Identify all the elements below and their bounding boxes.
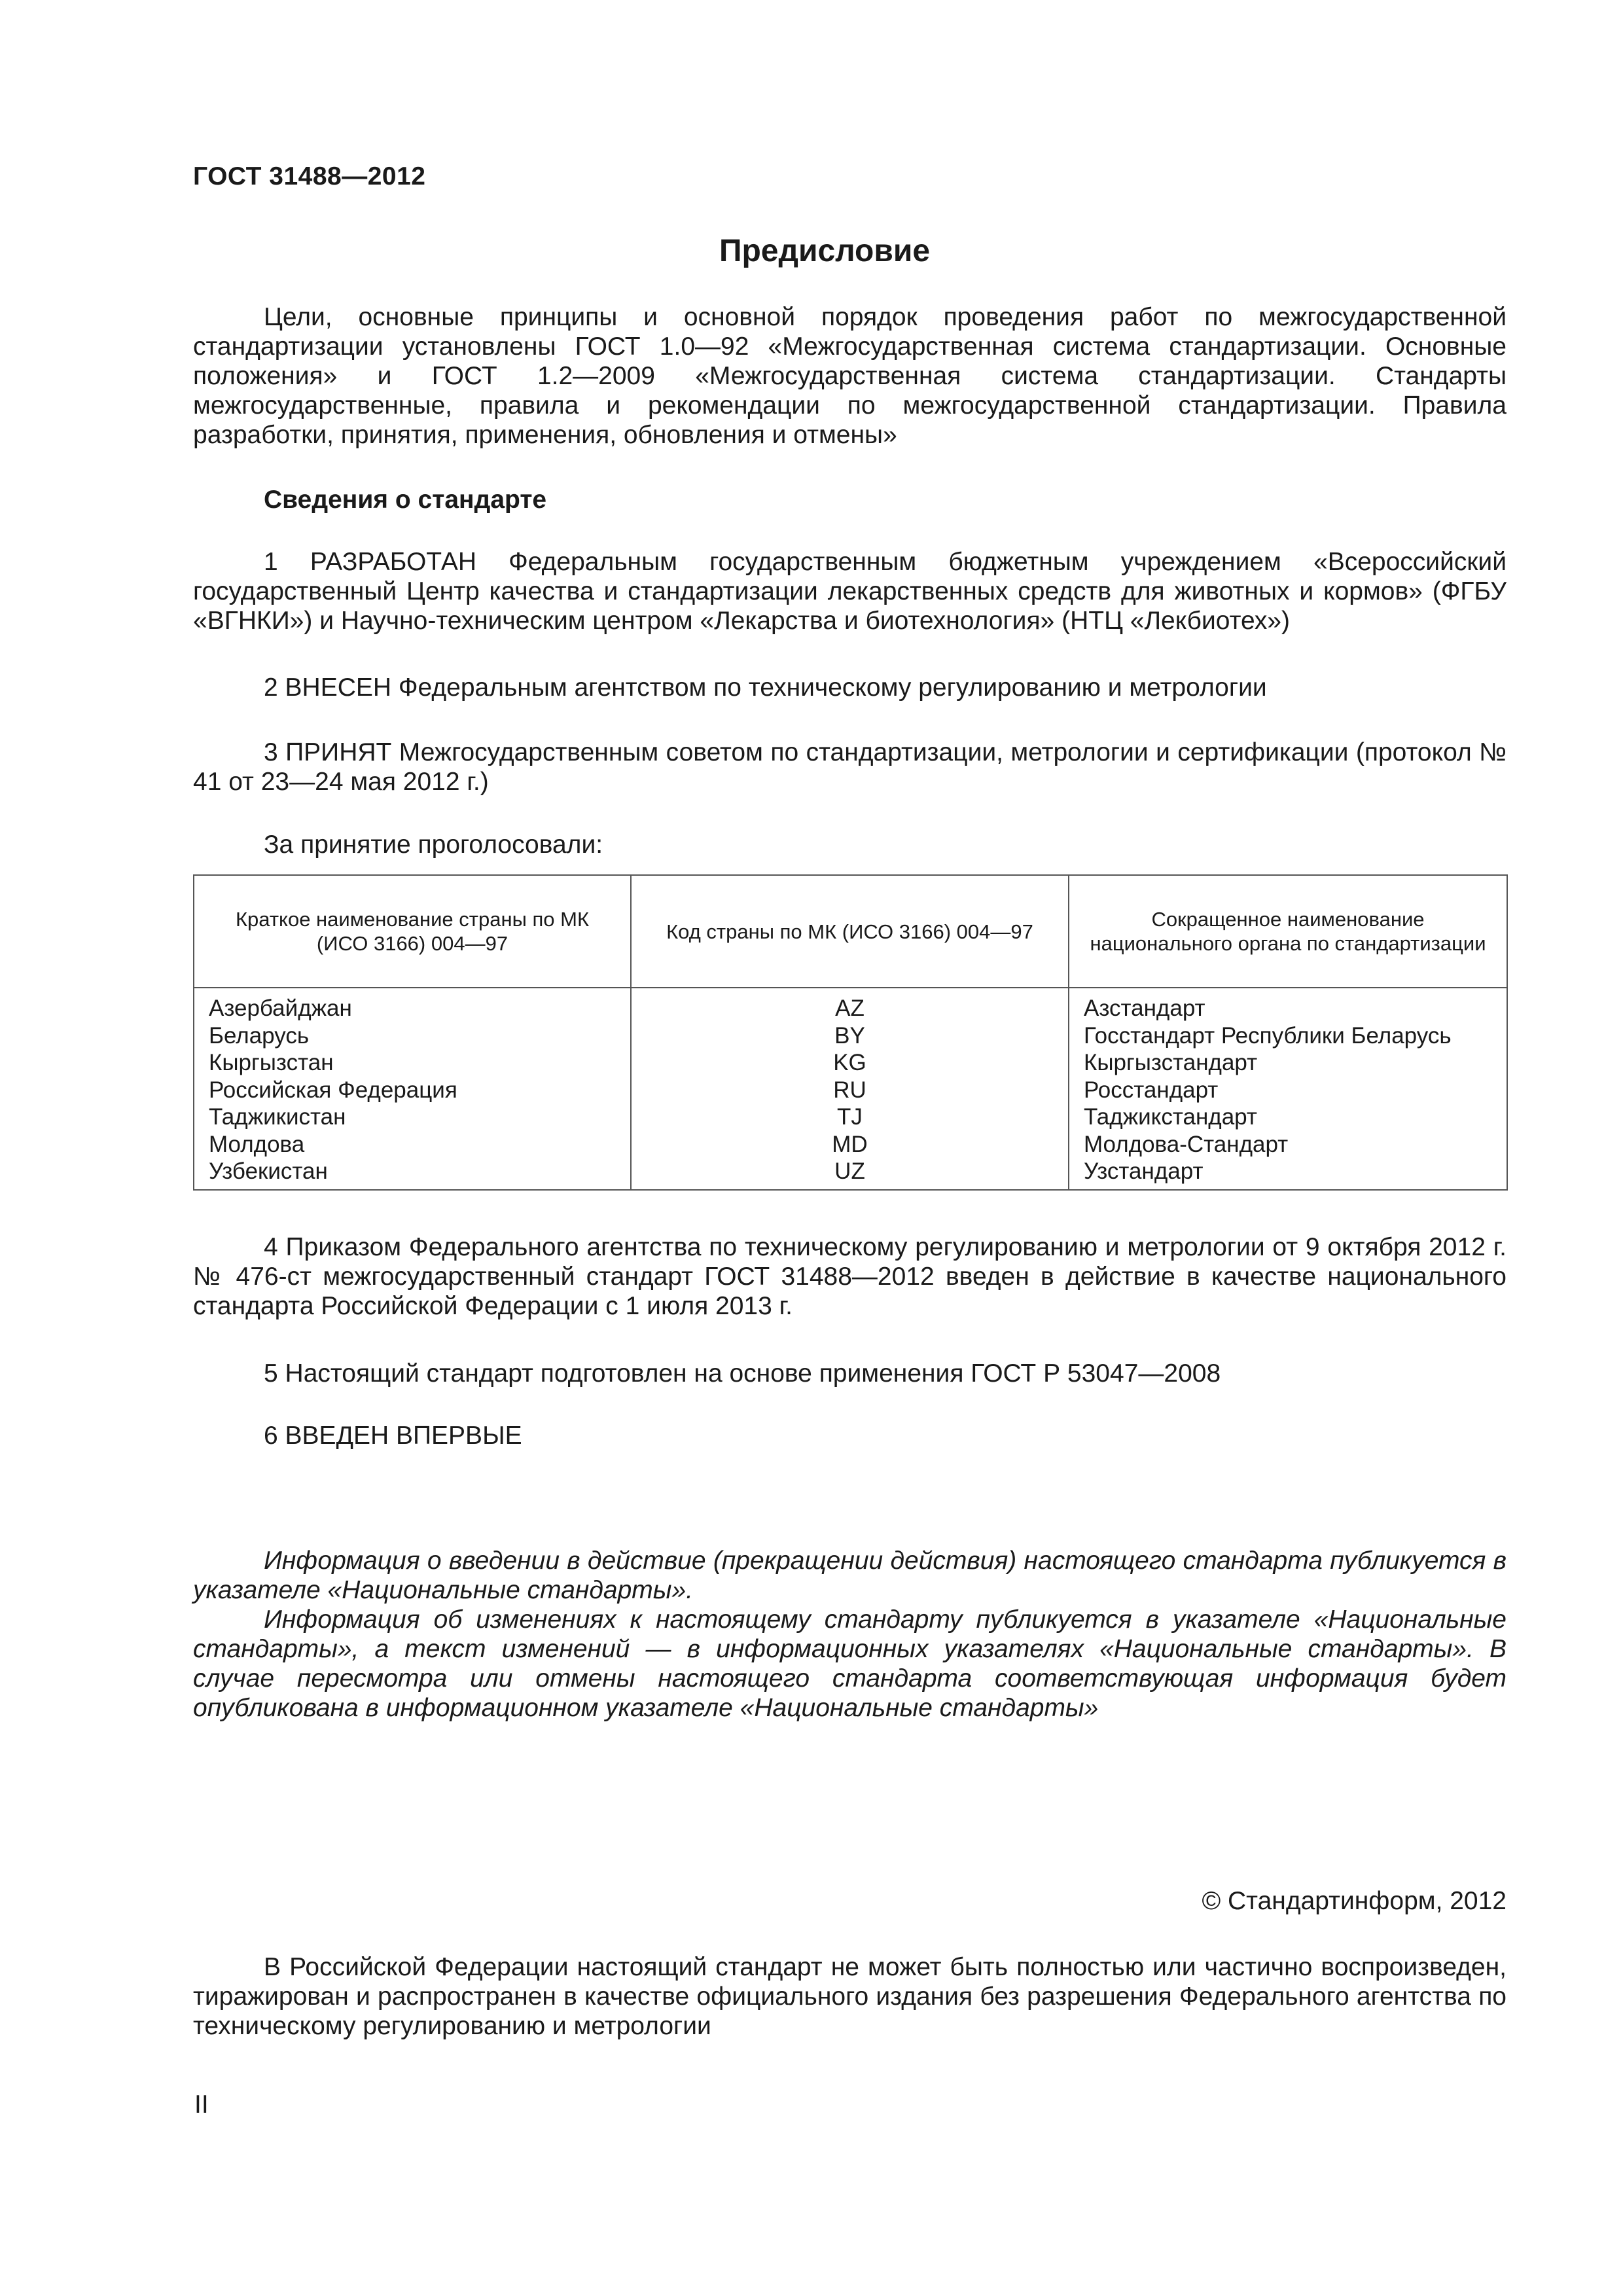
item-developed: 1 РАЗРАБОТАН Федеральным государственным бюджетным учреждением «Всероссийский государственный Центр качества и стандартизации лекарственных средств для животных и кормов» (ФГБУ «ВГНКИ») и Научно-техническим центром «Лекарства и биотехнология» (НТЦ «Лекбиотех») <box>193 548 1507 635</box>
code-column <box>631 988 1069 1190</box>
table-cell-body: Госстандарт Республики Беларусь <box>1084 1022 1452 1049</box>
table-cell-body: Таджикстандарт <box>1084 1104 1257 1130</box>
copyright-line: © Стандартинформ, 2012 <box>1202 1887 1507 1915</box>
table-cell-country: Узбекистан <box>209 1158 328 1184</box>
table-cell-body: Азстандарт <box>1084 996 1205 1021</box>
table-cell-code: MD <box>832 1131 868 1157</box>
table-cell-body: Кыргызстандарт <box>1084 1050 1258 1075</box>
item-order: 4 Приказом Федерального агентства по техническому регулированию и метрологии от 9 октября 2012 г. № 476-ст межгосударственный стандарт ГОСТ 31488—2012 введен в действие в качестве национального стандарта Российской Федерации с 1 июля 2013 г. <box>193 1233 1507 1320</box>
table-cell-country: Беларусь <box>209 1022 310 1049</box>
country-column <box>194 988 631 1190</box>
table-cell-country: Таджикистан <box>209 1104 346 1130</box>
table-cell-code: KG <box>833 1050 866 1075</box>
header-code: Код страны по МК (ИСО 3166) 004—97 <box>631 875 1069 988</box>
item-first-introduced: 6 ВВЕДЕН ВПЕРВЫЕ <box>264 1422 522 1450</box>
notice-paragraph-2: Информация об изменениях к настоящему стандарту публикуется в указателе «Национальные стандарты», а текст изменений — в информационных указателях «Национальные стандарты». В случае пересмотра или отмены настоящего стандарта соответствующая информация будет опубликована в информационном указателе «Национальные стандарты» <box>193 1605 1507 1722</box>
table-body <box>194 988 1507 1190</box>
legal-notice: В Российской Федерации настоящий стандарт не может быть полностью или частично воспроизведен, тиражирован и распространен в качестве официального издания без разрешения Федерального агентства по техническому регулированию и метрологии <box>193 1953 1507 2040</box>
intro-paragraph: Цели, основные принципы и основной порядок проведения работ по межгосударственной стандартизации установлены ГОСТ 1.0—92 «Межгосударственная система стандартизации. Основные положения» и ГОСТ 1.2—2009 «Межгосударственная система стандартизации. Стандарты межгосударственные, правила и рекомендации по межгосударственной стандартизации. Правила разработки, принятия, применения, обновления и отмены» <box>193 303 1507 449</box>
table-header-row <box>194 875 1507 988</box>
page-number: II <box>194 2090 209 2119</box>
item-adopted: 3 ПРИНЯТ Межгосударственным советом по стандартизации, метрологии и сертификации (протокол № 41 от 23—24 мая 2012 г.) <box>193 738 1507 796</box>
table-cell-code: TJ <box>837 1104 863 1130</box>
page-title: Предисловие <box>719 234 931 268</box>
table-cell-code: BY <box>834 1022 865 1049</box>
table-cell-country: Молдова <box>209 1131 305 1157</box>
table-cell-country: Российская Федерация <box>209 1077 457 1103</box>
table-cell-body: Росстандарт <box>1084 1077 1219 1103</box>
table-cell-code: RU <box>833 1077 866 1103</box>
table-cell-code: AZ <box>835 996 865 1021</box>
item-basis: 5 Настоящий стандарт подготовлен на основе применения ГОСТ Р 53047—2008 <box>264 1359 1221 1388</box>
voting-table <box>193 874 1508 1191</box>
table-cell-body: Узстандарт <box>1084 1158 1204 1184</box>
table-cell-body: Молдова-Стандарт <box>1084 1131 1289 1157</box>
standard-code-header: ГОСТ 31488—2012 <box>193 162 426 190</box>
header-body: Сокращенное наименование национального органа по стандартизации <box>1069 875 1507 988</box>
table-cell-country: Азербайджан <box>209 996 352 1021</box>
body-column <box>1069 988 1507 1190</box>
table-cell-country: Кыргызстан <box>209 1050 334 1075</box>
table-cell-code: UZ <box>834 1158 865 1184</box>
notice-paragraph-1: Информация о введении в действие (прекращении действия) настоящего стандарта публикуется в указателе «Национальные стандарты». <box>193 1547 1507 1604</box>
header-country: Краткое наименование страны по МК (ИСО 3166) 004—97 <box>194 875 631 988</box>
item-introduced: 2 ВНЕСЕН Федеральным агентством по техническому регулированию и метрологии <box>264 673 1267 702</box>
vote-intro: За принятие проголосовали: <box>264 831 603 859</box>
info-heading: Сведения о стандарте <box>264 486 547 514</box>
